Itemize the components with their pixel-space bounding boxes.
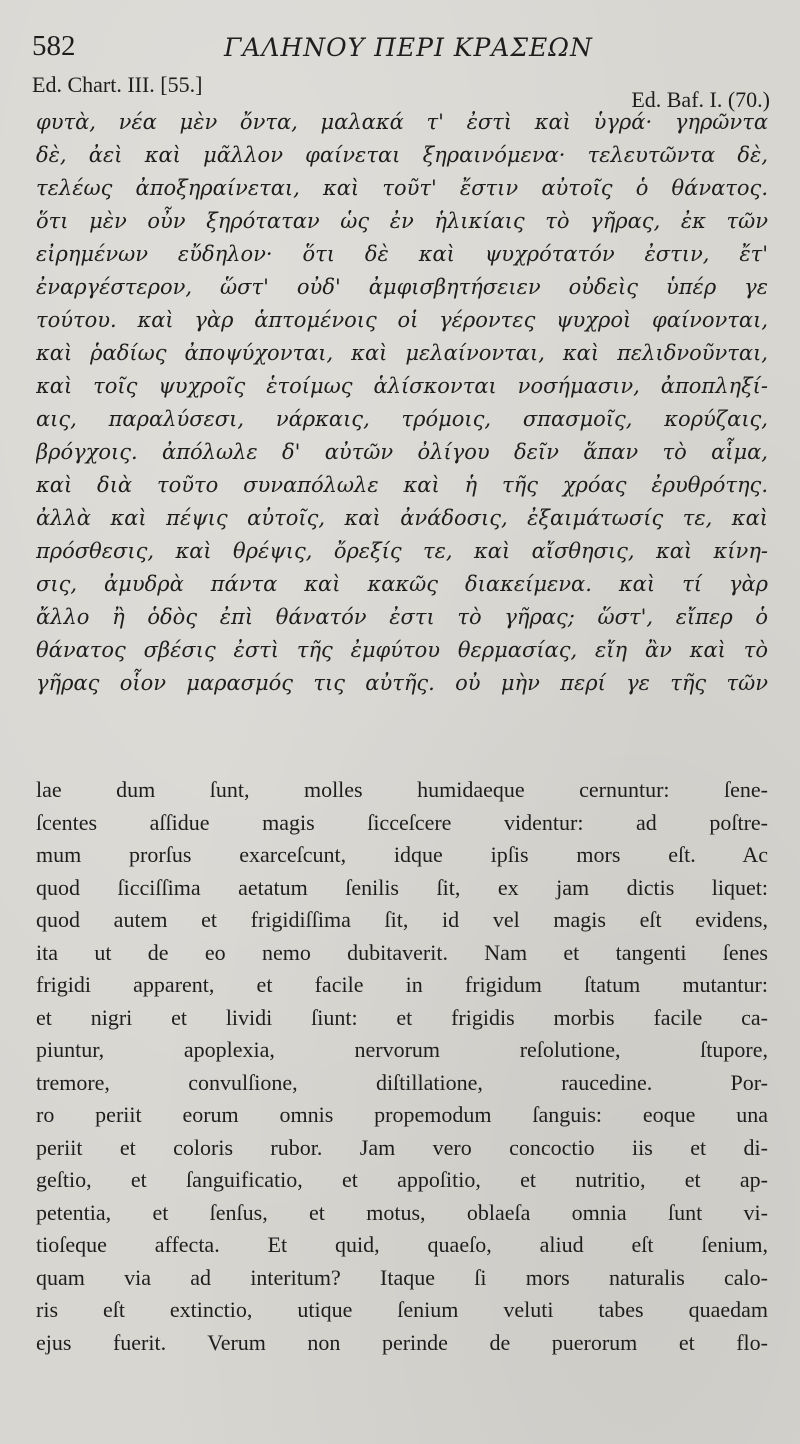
greek-line: τούτου. καὶ γὰρ ἁπτομένοις οἱ γέροντες ψυχροὶ φαίνονται, (36, 308, 768, 332)
greek-line: ἐναργέστερον, ὥστ' οὐδ' ἀμφισβητήσειεν οὐδεὶς ὑπέρ γε (36, 275, 768, 299)
latin-line: geſtio, et ſanguificatio, et appoſitio, et nutritio, et ap- (36, 1167, 768, 1192)
edition-reference-left: Ed. Chart. III. [55.] (32, 72, 203, 97)
greek-line: σις, ἀμυδρὰ πάντα καὶ κακῶς διακείμενα. καὶ τί γὰρ (36, 572, 768, 596)
greek-line: καὶ διὰ τοῦτο συναπόλωλε καὶ ἡ τῆς χρόας ἐρυθρότης. (36, 473, 768, 497)
greek-line: ὅτι μὲν οὖν ξηρόταταν ὡς ἐν ἡλικίαις τὸ γῆρας, ἐκ τῶν (36, 209, 768, 233)
latin-line: quam via ad interitum? Itaque ſi mors naturalis calo- (36, 1264, 768, 1290)
page-number: 582 (32, 30, 76, 62)
latin-line: lae dum ſunt, molles humidaeque cernuntur: ſene- (36, 777, 768, 802)
latin-line: piuntur, apoplexia, nervorum reſolutione, ſtupore, (36, 1037, 768, 1062)
latin-line: ro periit eorum omnis propemodum ſanguis: eoque una (36, 1102, 768, 1127)
latin-line: mum prorſus exarceſcunt, idque ipſis mors eſt. Ac (36, 842, 768, 867)
latin-line: ſcentes aſſidue magis ſicceſcere videntur: ad poſtre- (36, 809, 768, 835)
greek-line: δὲ, ἀεὶ καὶ μᾶλλον φαίνεται ξηραινόμενα· τελευτῶντα δὲ, (36, 143, 768, 167)
greek-line: θάνατος σβέσις ἐστὶ τῆς ἐμφύτου θερμασίας, εἴη ἂν καὶ τὸ (36, 638, 768, 662)
greek-line: φυτὰ, νέα μὲν ὄντα, μαλακά τ' ἐστὶ καὶ ὑγρά· γηρῶντα (36, 110, 768, 134)
latin-line: petentia, et ſenſus, et motus, oblaeſa omnia ſunt vi- (36, 1199, 768, 1225)
latin-text-block (36, 774, 768, 1359)
greek-line: γῆρας οἷον μαρασμός τις αὐτῆς. οὐ μὴν περί γε τῆς τῶν (36, 671, 768, 695)
greek-text-block (36, 106, 768, 700)
greek-line: πρόσθεσις, καὶ θρέψις, ὄρεξίς τε, καὶ αἴσθησις, καὶ κίνη- (36, 539, 768, 563)
edition-reference-right: Ed. Baf. I. (70.) (631, 87, 770, 112)
greek-line: καὶ ῥαδίως ἀποψύχονται, καὶ μελαίνονται, καὶ πελιδνοῦνται, (36, 341, 768, 365)
greek-line: τελέως ἀποξηραίνεται, καὶ τοῦτ' ἔστιν αὐτοῖς ὁ θάνατος. (36, 176, 768, 200)
greek-line: εἰρημένων εὔδηλον· ὅτι δὲ καὶ ψυχρότατόν ἐστιν, ἔτ' (36, 242, 768, 266)
latin-line: ita ut de eo nemo dubitaverit. Nam et tangenti ſenes (36, 939, 768, 965)
latin-line: ejus fuerit. Verum non perinde de puerorum et flo- (36, 1329, 768, 1355)
latin-line: et nigri et lividi ſiunt: et frigidis morbis facile ca- (36, 1004, 768, 1030)
greek-line: καὶ τοῖς ψυχροῖς ἑτοίμως ἁλίσκονται νοσήμασιν, ἀποπληξί- (36, 374, 768, 398)
latin-line: quod autem et frigidiſſima ſit, id vel magis eſt evidens, (36, 907, 768, 932)
latin-line: frigidi apparent, et facile in frigidum ſtatum mutantur: (36, 972, 768, 997)
greek-line: ἄλλο ἢ ὁδὸς ἐπὶ θάνατόν ἐστι τὸ γῆρας; ὥστ', εἴπερ ὁ (36, 605, 768, 629)
greek-line: βρόγχοις. ἀπόλωλε δ' αὐτῶν ὀλίγου δεῖν ἅπαν τὸ αἷμα, (36, 440, 768, 464)
latin-line: tremore, convulſione, diſtillatione, raucedine. Por- (36, 1069, 768, 1095)
page-header (32, 30, 774, 66)
latin-line: quod ſicciſſima aetatum ſenilis ſit, ex jam dictis liquet: (36, 874, 768, 900)
latin-line: tioſeque affecta. Et quid, quaeſo, aliud eſt ſenium, (36, 1232, 768, 1257)
greek-line: ἀλλὰ καὶ πέψις αὐτοῖς, καὶ ἀνάδοσις, ἐξαιμάτωσίς τε, καὶ (36, 506, 768, 530)
latin-line: ris eſt extinctio, utique ſenium veluti tabes quaedam (36, 1297, 768, 1322)
latin-line: periit et coloris rubor. Jam vero concoctio iis et di- (36, 1134, 768, 1160)
running-title: ΓΑΛΗΝΟΥ ΠΕΡΙ ΚΡΑΣΕΩΝ (224, 33, 593, 62)
greek-line: αις, παραλύσεσι, νάρκαις, τρόμοις, σπασμοῖς, κορύζαις, (36, 407, 768, 431)
